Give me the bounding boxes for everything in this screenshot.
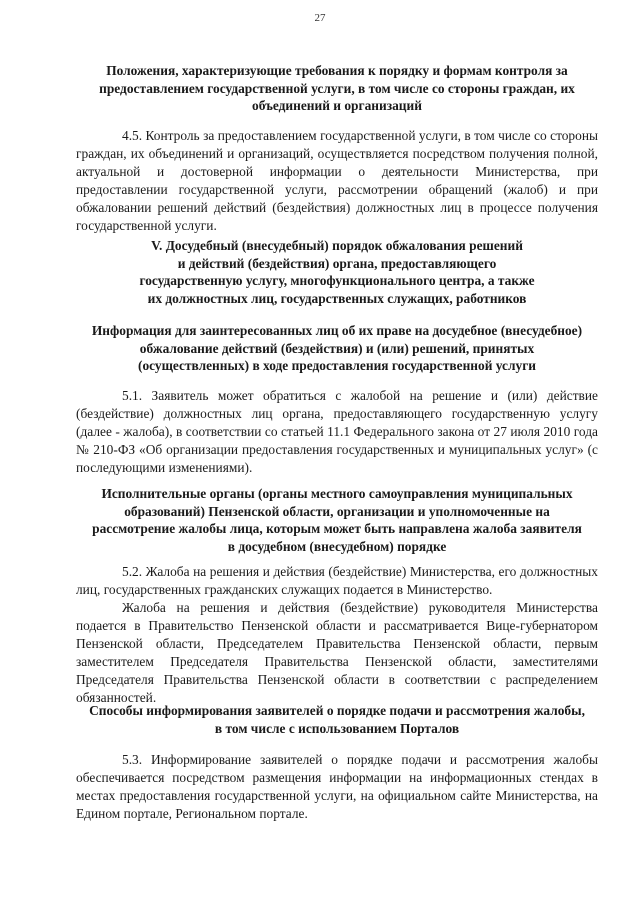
heading-line: их должностных лиц, государственных служащих, работников	[147, 290, 527, 306]
heading-line: в досудебном (внесудебном) порядке	[227, 538, 447, 554]
heading-informing-methods	[76, 702, 598, 737]
heading-line: образований) Пензенской области, организации и уполномоченные на	[124, 503, 550, 519]
heading-control-requirements	[76, 62, 598, 115]
heading-line: в том числе с использованием Порталов	[214, 720, 460, 736]
paragraph-5-2: 5.2. Жалоба на решения и действия (бездействие) Министерства, его должностных лиц, государственных гражданских служащих подается в Министерство.	[76, 564, 598, 597]
heading-line: рассмотрение жалобы лица, которым может быть направлена жалоба заявителя	[92, 521, 582, 536]
paragraph-4-5: 4.5. Контроль за предоставлением государственной услуги, в том числе со стороны граждан, их объединений и организаций, осуществляется посредством получения полной, актуальной и достоверной информации о деятельности Министерства, при предоставлении государственной услуги, рассмотрении обращений (жалоб) и при обжаловании решений действий (бездействия) должностных лиц в процессе получения государственной услуги.	[76, 128, 598, 233]
page-number: 27	[314, 12, 326, 24]
heading-line: объединений и организаций	[252, 98, 422, 113]
heading-line: Положения, характеризующие требования к порядку и формам контроля за	[106, 63, 568, 78]
heading-line: V. Досудебный (внесудебный) порядок обжалования решений	[151, 238, 523, 253]
heading-line: Способы информирования заявителей о порядке подачи и рассмотрения жалобы,	[89, 703, 585, 718]
heading-line: государственную услугу, многофункционального центра, а также	[139, 273, 535, 288]
heading-line: и действий (бездействия) органа, предоставляющего	[177, 255, 497, 271]
heading-section-v	[76, 237, 598, 307]
heading-line: (осуществленных) в ходе предоставления государственной услуги	[138, 358, 536, 373]
heading-line: предоставлением государственной услуги, в том числе со стороны граждан, их	[99, 80, 575, 96]
heading-line: Исполнительные органы (органы местного самоуправления муниципальных	[101, 486, 573, 501]
heading-info-right-to-appeal	[76, 322, 598, 375]
heading-complaint-bodies	[76, 485, 598, 555]
paragraph-5-3: 5.3. Информирование заявителей о порядке подачи и рассмотрения жалобы обеспечивается посредством размещения информации на информационных стендах в местах предоставления государственной услуги, на официальном сайте Министерства, на Едином портале, Региональном портале.	[76, 752, 598, 821]
paragraph-5-1: 5.1. Заявитель может обратиться с жалобой на решение и (или) действие (бездействие) должностных лиц органа, предоставляющего государственную услугу (далее - жалоба), в соответствии со статьей 11.1 Федерального закона от 27 июля 2010 года № 210-ФЗ «Об организации предоставления государственных и муниципальных услуг» (с последующими изменениями).	[76, 388, 598, 475]
heading-line: Информация для заинтересованных лиц об их праве на досудебное (внесудебное)	[91, 323, 583, 338]
paragraph-5-2-continued: Жалоба на решения и действия (бездействие) руководителя Министерства подается в Правительство Пензенской области и рассматривается Вице-губернатором Пензенской области, Председателем Правительства Пензенской области, первым заместителем Председателя Правительства Пензенской области, заместителями Председателя Правительства Пензенской области в соответствии с распределением обязанностей.	[76, 600, 598, 705]
heading-line: обжалование действий (бездействия) и (или) решений, принятых	[139, 340, 535, 356]
